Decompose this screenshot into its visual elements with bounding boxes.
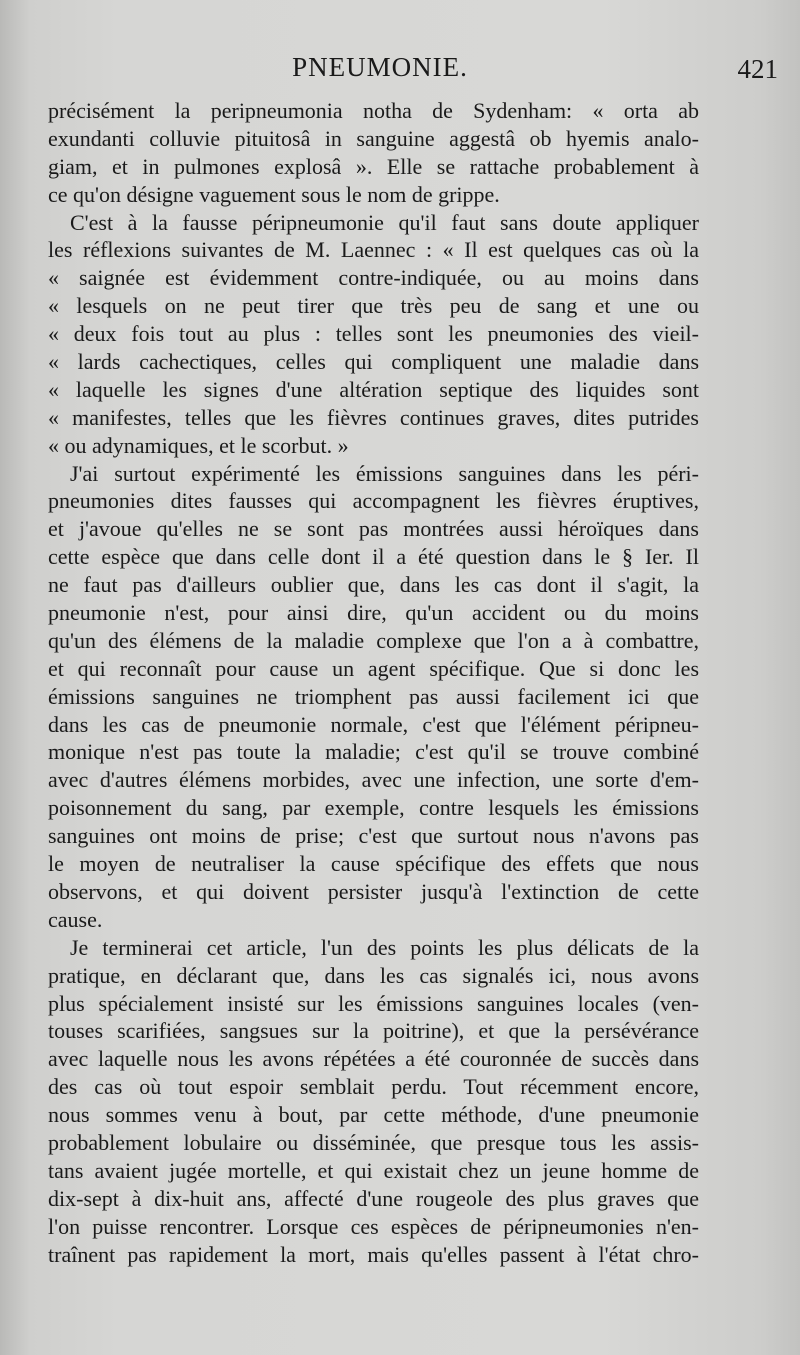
text-line: les réflexions suivantes de M. Laennec : « Il est quelques cas où la xyxy=(48,237,699,263)
text-line: plus spécialement insisté sur les émissions sanguines locales (ven- xyxy=(48,990,699,1016)
text-line: cause. xyxy=(48,906,103,932)
text-line: « lards cachectiques, celles qui compliquent une maladie dans xyxy=(48,349,699,375)
text-line: traînent pas rapidement la mort, mais qu'elles passent à l'état chro- xyxy=(48,1241,699,1267)
page-header xyxy=(0,52,800,88)
text-line: sanguines ont moins de prise; c'est que surtout nous n'avons pas xyxy=(48,823,699,849)
text-line: qu'un des élémens de la maladie complexe que l'on a à combattre, xyxy=(48,627,699,653)
text-line: cette espèce que dans celle dont il a été question dans le § Ier. Il xyxy=(48,544,699,570)
text-line: « ou adynamiques, et le scorbut. » xyxy=(48,432,349,458)
text-line: exundanti colluvie pituitosâ in sanguine aggestâ ob hyemis analo- xyxy=(48,125,699,151)
text-line: C'est à la fausse péripneumonie qu'il faut sans doute appliquer xyxy=(70,209,699,235)
text-line: pneumonies dites fausses qui accompagnent les fièvres éruptives, xyxy=(48,488,699,514)
text-line: avec laquelle nous les avons répétées a été couronnée de succès dans xyxy=(48,1046,699,1072)
text-line: observons, et qui doivent persister jusqu'à l'extinction de cette xyxy=(48,878,699,904)
page-number: 421 xyxy=(737,54,778,84)
text-line: des cas où tout espoir semblait perdu. Tout récemment encore, xyxy=(48,1074,699,1100)
body-text xyxy=(48,97,699,1268)
text-line: ce qu'on désigne vaguement sous le nom de grippe. xyxy=(48,181,500,207)
text-line: monique n'est pas toute la maladie; c'est qu'il se trouve combiné xyxy=(48,739,699,765)
text-line: dix-sept à dix-huit ans, affecté d'une rougeole des plus graves que xyxy=(48,1185,699,1211)
text-line: avec d'autres élémens morbides, avec une infection, une sorte d'em- xyxy=(48,767,699,793)
text-line: pneumonie n'est, pour ainsi dire, qu'un accident ou du moins xyxy=(48,600,699,626)
text-line: le moyen de neutraliser la cause spécifique des effets que nous xyxy=(48,851,699,877)
text-line: « saignée est évidemment contre-indiquée, ou au moins dans xyxy=(48,265,699,291)
text-line: J'ai surtout expérimenté les émissions sanguines dans les péri- xyxy=(70,460,699,486)
text-line: nous sommes venu à bout, par cette méthode, d'une pneumonie xyxy=(48,1102,699,1128)
text-line: précisément la peripneumonia notha de Sydenham: « orta ab xyxy=(48,98,699,123)
text-line: pratique, en déclarant que, dans les cas signalés ici, nous avons xyxy=(48,962,699,988)
text-line: « deux fois tout au plus : telles sont les pneumonies des vieil- xyxy=(48,321,699,347)
text-line: émissions sanguines ne triomphent pas aussi facilement ici que xyxy=(48,683,699,709)
text-line: ne faut pas d'ailleurs oublier que, dans les cas dont il s'agit, la xyxy=(48,572,699,598)
text-line: Je terminerai cet article, l'un des points les plus délicats de la xyxy=(70,934,699,960)
text-line: giam, et in pulmones explosâ ». Elle se rattache probablement à xyxy=(48,153,699,179)
text-line: probablement lobulaire ou disséminée, que presque tous les assis- xyxy=(48,1129,699,1155)
text-line: poisonnement du sang, par exemple, contre lesquels les émissions xyxy=(48,795,699,821)
text-line: tans avaient jugée mortelle, et qui existait chez un jeune homme de xyxy=(48,1157,699,1183)
text-line: dans les cas de pneumonie normale, c'est que l'élément péripneu- xyxy=(48,711,699,737)
text-line: et qui reconnaît pour cause un agent spécifique. Que si donc les xyxy=(48,655,699,681)
text-line: « lesquels on ne peut tirer que très peu de sang et une ou xyxy=(48,293,699,319)
text-line: et j'avoue qu'elles ne se sont pas montrées aussi héroïques dans xyxy=(48,516,699,542)
text-line: « laquelle les signes d'une altération septique des liquides sont xyxy=(48,376,699,402)
text-line: l'on puisse rencontrer. Lorsque ces espèces de péripneumonies n'en- xyxy=(48,1213,699,1239)
text-line: « manifestes, telles que les fièvres continues graves, dites putrides xyxy=(48,404,699,430)
text-line: touses scarifiées, sangsues sur la poitrine), et que la persévérance xyxy=(48,1018,699,1044)
running-title: PNEUMONIE. xyxy=(292,52,468,82)
